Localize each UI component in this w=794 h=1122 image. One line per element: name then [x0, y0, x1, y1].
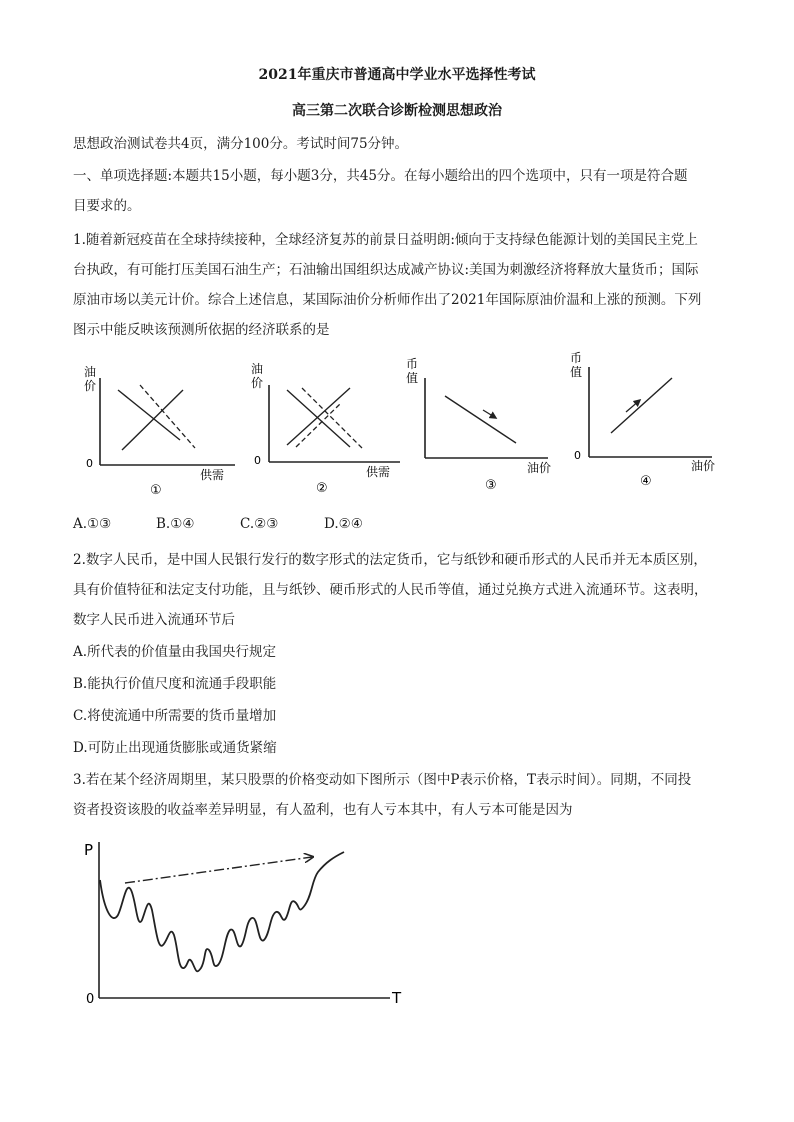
q3-y-label: P — [84, 841, 94, 859]
graph-2-y-label-1: 油 — [251, 362, 264, 376]
q1-line2: 台执政，有可能打压美国石油生产；石油输出国组织达成减产协议:美国为刺激经济将释放大量货币；国际 — [73, 262, 699, 278]
q2-line2: 具有价值特征和法定支付功能，且与纸钞、硬币形式的人民币等值，通过兑换方式进入流通环节。这表明， — [73, 582, 708, 598]
section-heading-line1: 一、单项选择题:本题共15小题，每小题3分，共45分。在每小题给出的四个选项中，只有一项是符合题 — [73, 168, 688, 184]
q1-option-c: C.②③ — [240, 516, 279, 532]
q1-line1: 1.随着新冠疫苗在全球持续接种，全球经济复苏的前景日益明朗:倾向于支持绿色能源计划的美国民主党上 — [73, 232, 698, 248]
graph-4-origin: 0 — [574, 449, 581, 462]
q2-option-d: D.可防止出现通货膨胀或通货紧缩 — [73, 740, 277, 756]
graph-3-y-label-2: 值 — [406, 371, 419, 385]
q1-line4: 图示中能反映该预测所依据的经济联系的是 — [73, 322, 330, 338]
graph-1 — [84, 364, 235, 498]
graph-4-arrow — [626, 400, 640, 412]
graph-3-number: ③ — [485, 478, 497, 493]
q3-line1: 3.若在某个经济周期里，某只股票的价格变动如下图所示（图中P表示价格，T表示时间）。同期，不同投 — [73, 772, 692, 788]
graph-2-origin: 0 — [254, 454, 261, 467]
graph-1-line-a — [118, 390, 180, 440]
q2-option-a: A.所代表的价值量由我国央行规定 — [73, 644, 277, 660]
q2-line3: 数字人民币进入流通环节后 — [73, 612, 235, 628]
graph-2-line-b — [287, 388, 350, 445]
graph-2-number: ② — [316, 481, 328, 496]
graph-1-number: ① — [150, 483, 162, 498]
graph-3 — [406, 357, 551, 493]
graph-2-dashed-line — [302, 388, 362, 448]
q1-option-d: D.②④ — [324, 516, 363, 532]
graph-1-origin: 0 — [86, 457, 93, 470]
graph-2-dashed-line-2 — [296, 404, 340, 447]
q1-line3: 原油市场以美元计价。综合上述信息，某国际油价分析师作出了2021年国际原油价温和上涨的预测。下列 — [73, 292, 702, 308]
graph-3-y-label-1: 币 — [406, 357, 419, 371]
graph-2-line-a — [287, 390, 350, 447]
q1-option-b: B.①④ — [156, 516, 195, 532]
graph-4-x-label: 油价 — [691, 459, 716, 473]
graph-1-x-label: 供需 — [200, 468, 225, 482]
exam-subtitle: 高三第二次联合诊断检测思想政治 — [292, 103, 502, 119]
graph-3-line — [445, 396, 516, 443]
q2-line1: 2.数字人民币，是中国人民银行发行的数字形式的法定货币，它与纸钞和硬币形式的人民币并无本质区别， — [73, 552, 707, 568]
q3-x-label: T — [392, 989, 402, 1007]
graph-3-arrow — [483, 410, 496, 418]
graph-4-y-label-1: 币 — [570, 351, 583, 365]
graph-2 — [251, 361, 400, 496]
graph-1-y-label-1: 油 — [84, 365, 97, 379]
q3-line2: 资者投资该股的收益率差异明显，有人盈利，也有人亏本其中，有人亏本可能是因为 — [73, 802, 573, 818]
q2-option-c: C.将使流通中所需要的货币量增加 — [73, 708, 277, 724]
q1-graphs — [0, 340, 794, 500]
exam-title: 2021年重庆市普通高中学业水平选择性考试 — [258, 67, 536, 83]
q1-option-a: A.①③ — [73, 516, 112, 532]
q3-price-chart — [0, 830, 794, 1030]
q2-option-b: B.能执行价值尺度和流通手段职能 — [73, 676, 277, 692]
graph-1-dashed-line — [140, 385, 195, 448]
graph-4-number: ④ — [640, 474, 652, 489]
graph-1-y-label-2: 价 — [84, 379, 97, 393]
q3-origin: 0 — [86, 992, 95, 1007]
section-heading-line2: 目要求的。 — [73, 198, 141, 214]
graph-4-y-label-2: 值 — [570, 365, 583, 379]
graph-2-x-label: 供需 — [366, 465, 391, 479]
graph-4 — [570, 351, 715, 489]
graph-3-x-label: 油价 — [527, 461, 552, 475]
exam-intro: 思想政治测试卷共4页，满分100分。考试时间75分钟。 — [73, 136, 409, 152]
q3-trend-arrow — [125, 857, 312, 883]
graph-2-y-label-2: 价 — [251, 376, 264, 390]
graph-4-line — [611, 378, 672, 433]
